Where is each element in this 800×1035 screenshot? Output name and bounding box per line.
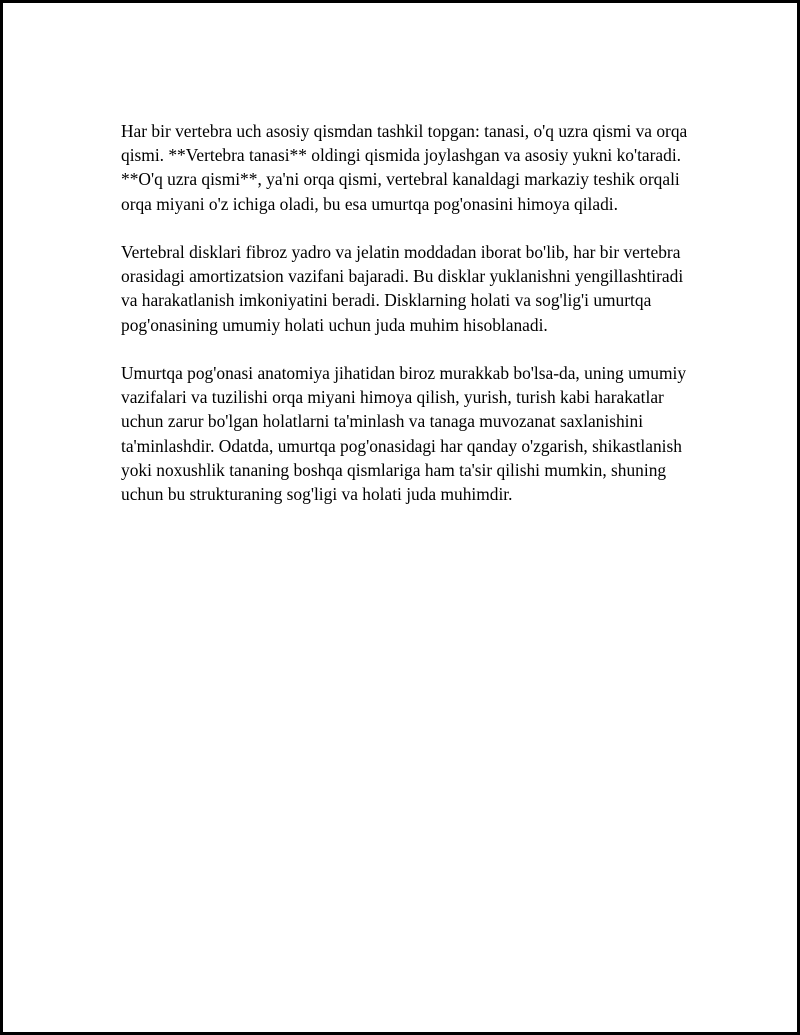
paragraph-vertebral-discs: Vertebral disklari fibroz yadro va jelatin moddadan iborat bo'lib, har bir vertebra orasidagi amortizatsion vazifani bajaradi. Bu disklar yuklanishni yengillashtiradi va harakatlanish imkoniyatini beradi. Disklarning holati va sog'lig'i umurtqa pog'onasining umumiy holati uchun juda muhim hisoblanadi. [121,242,684,335]
document-body [121,119,701,530]
paragraph-vertebra-structure: Har bir vertebra uch asosiy qismdan tashkil topgan: tanasi, o'q uzra qismi va orqa qismi. **Vertebra tanasi** oldingi qismida joylashgan va asosiy yukni ko'taradi. **O'q uzra qismi**, ya'ni orqa qismi, vertebral kanaldagi markaziy teshik orqali orqa miyani o'z ichiga oladi, bu esa umurtqa pog'onasini himoya qiladi. [121,121,688,214]
paragraph-spine-function: Umurtqa pog'onasi anatomiya jihatidan biroz murakkab bo'lsa-da, uning umumiy vazifalari va tuzilishi orqa miyani himoya qilish, yurish, turish kabi harakatlar uchun zarur bo'lgan holatlarni ta'minlash va tanaga muvozanat saxlanishini ta'minlashdir. Odatda, umurtqa pog'onasidagi har qanday o'zgarish, shikastlanish yoki noxushlik tananing boshqa qismlariga ham ta'sir qilishi mumkin, shuning uchun bu strukturaning sog'ligi va holati juda muhimdir. [121,363,687,505]
